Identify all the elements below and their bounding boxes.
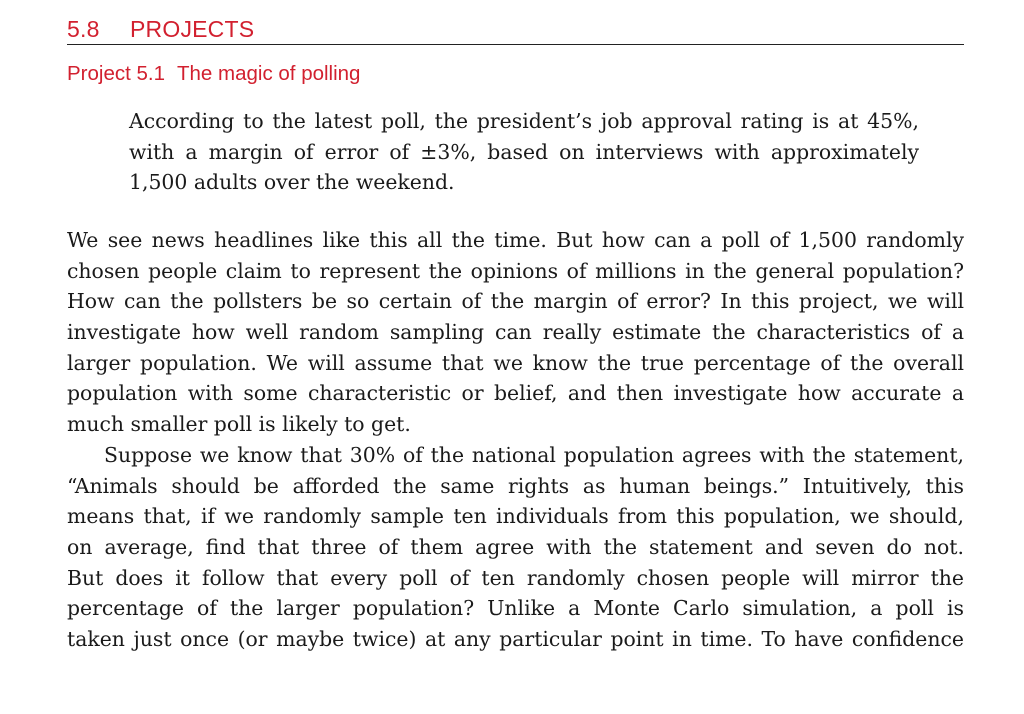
text-line: on average, find that three of them agree with the statement and seven do not. [67, 535, 964, 560]
text-line: “Animals should be afforded the same rights as human beings.” Intuitively, this [67, 473, 964, 498]
text-line: investigate how well random sampling can really estimate the characteristics of a [67, 320, 964, 345]
project-title: The magic of polling [177, 62, 361, 85]
section-title: PROJECTS [130, 16, 255, 42]
section-header [67, 10, 964, 45]
text-line: larger population. We will assume that we know the true percentage of the overall [67, 350, 964, 375]
paragraph-1 [67, 225, 964, 440]
section-number: 5.8 [67, 16, 100, 42]
text-line: But does it follow that every poll of ten randomly chosen people will mirror the [67, 565, 964, 590]
quote-line: 1,500 adults over the weekend. [129, 170, 455, 195]
project-heading [67, 62, 360, 86]
text-line: taken just once (or maybe twice) at any particular point in time. To have confidence [67, 627, 964, 652]
quote-line: According to the latest poll, the president’s job approval rating is at 45%, [129, 109, 919, 133]
text-line: How can the pollsters be so certain of the margin of error? In this project, we will [67, 289, 964, 314]
text-line: percentage of the larger population? Unlike a Monte Carlo simulation, a poll is [67, 596, 964, 621]
text-line: Suppose we know that 30% of the national population agrees with the statement, [104, 443, 964, 467]
text-line: chosen people claim to represent the opinions of millions in the general population? [67, 258, 964, 283]
project-label: Project 5.1 [67, 62, 165, 85]
block-quote [129, 106, 919, 198]
text-line: means that, if we randomly sample ten individuals from this population, we should, [67, 504, 964, 529]
text-line: much smaller poll is likely to get. [67, 412, 411, 437]
quote-line: with a margin of error of ±3%, based on interviews with approximately [129, 139, 919, 164]
text-line: We see news headlines like this all the time. But how can a poll of 1,500 randomly [67, 228, 964, 252]
text-line: population with some characteristic or belief, and then investigate how accurate a [67, 381, 964, 406]
paragraph-2 [67, 440, 964, 655]
